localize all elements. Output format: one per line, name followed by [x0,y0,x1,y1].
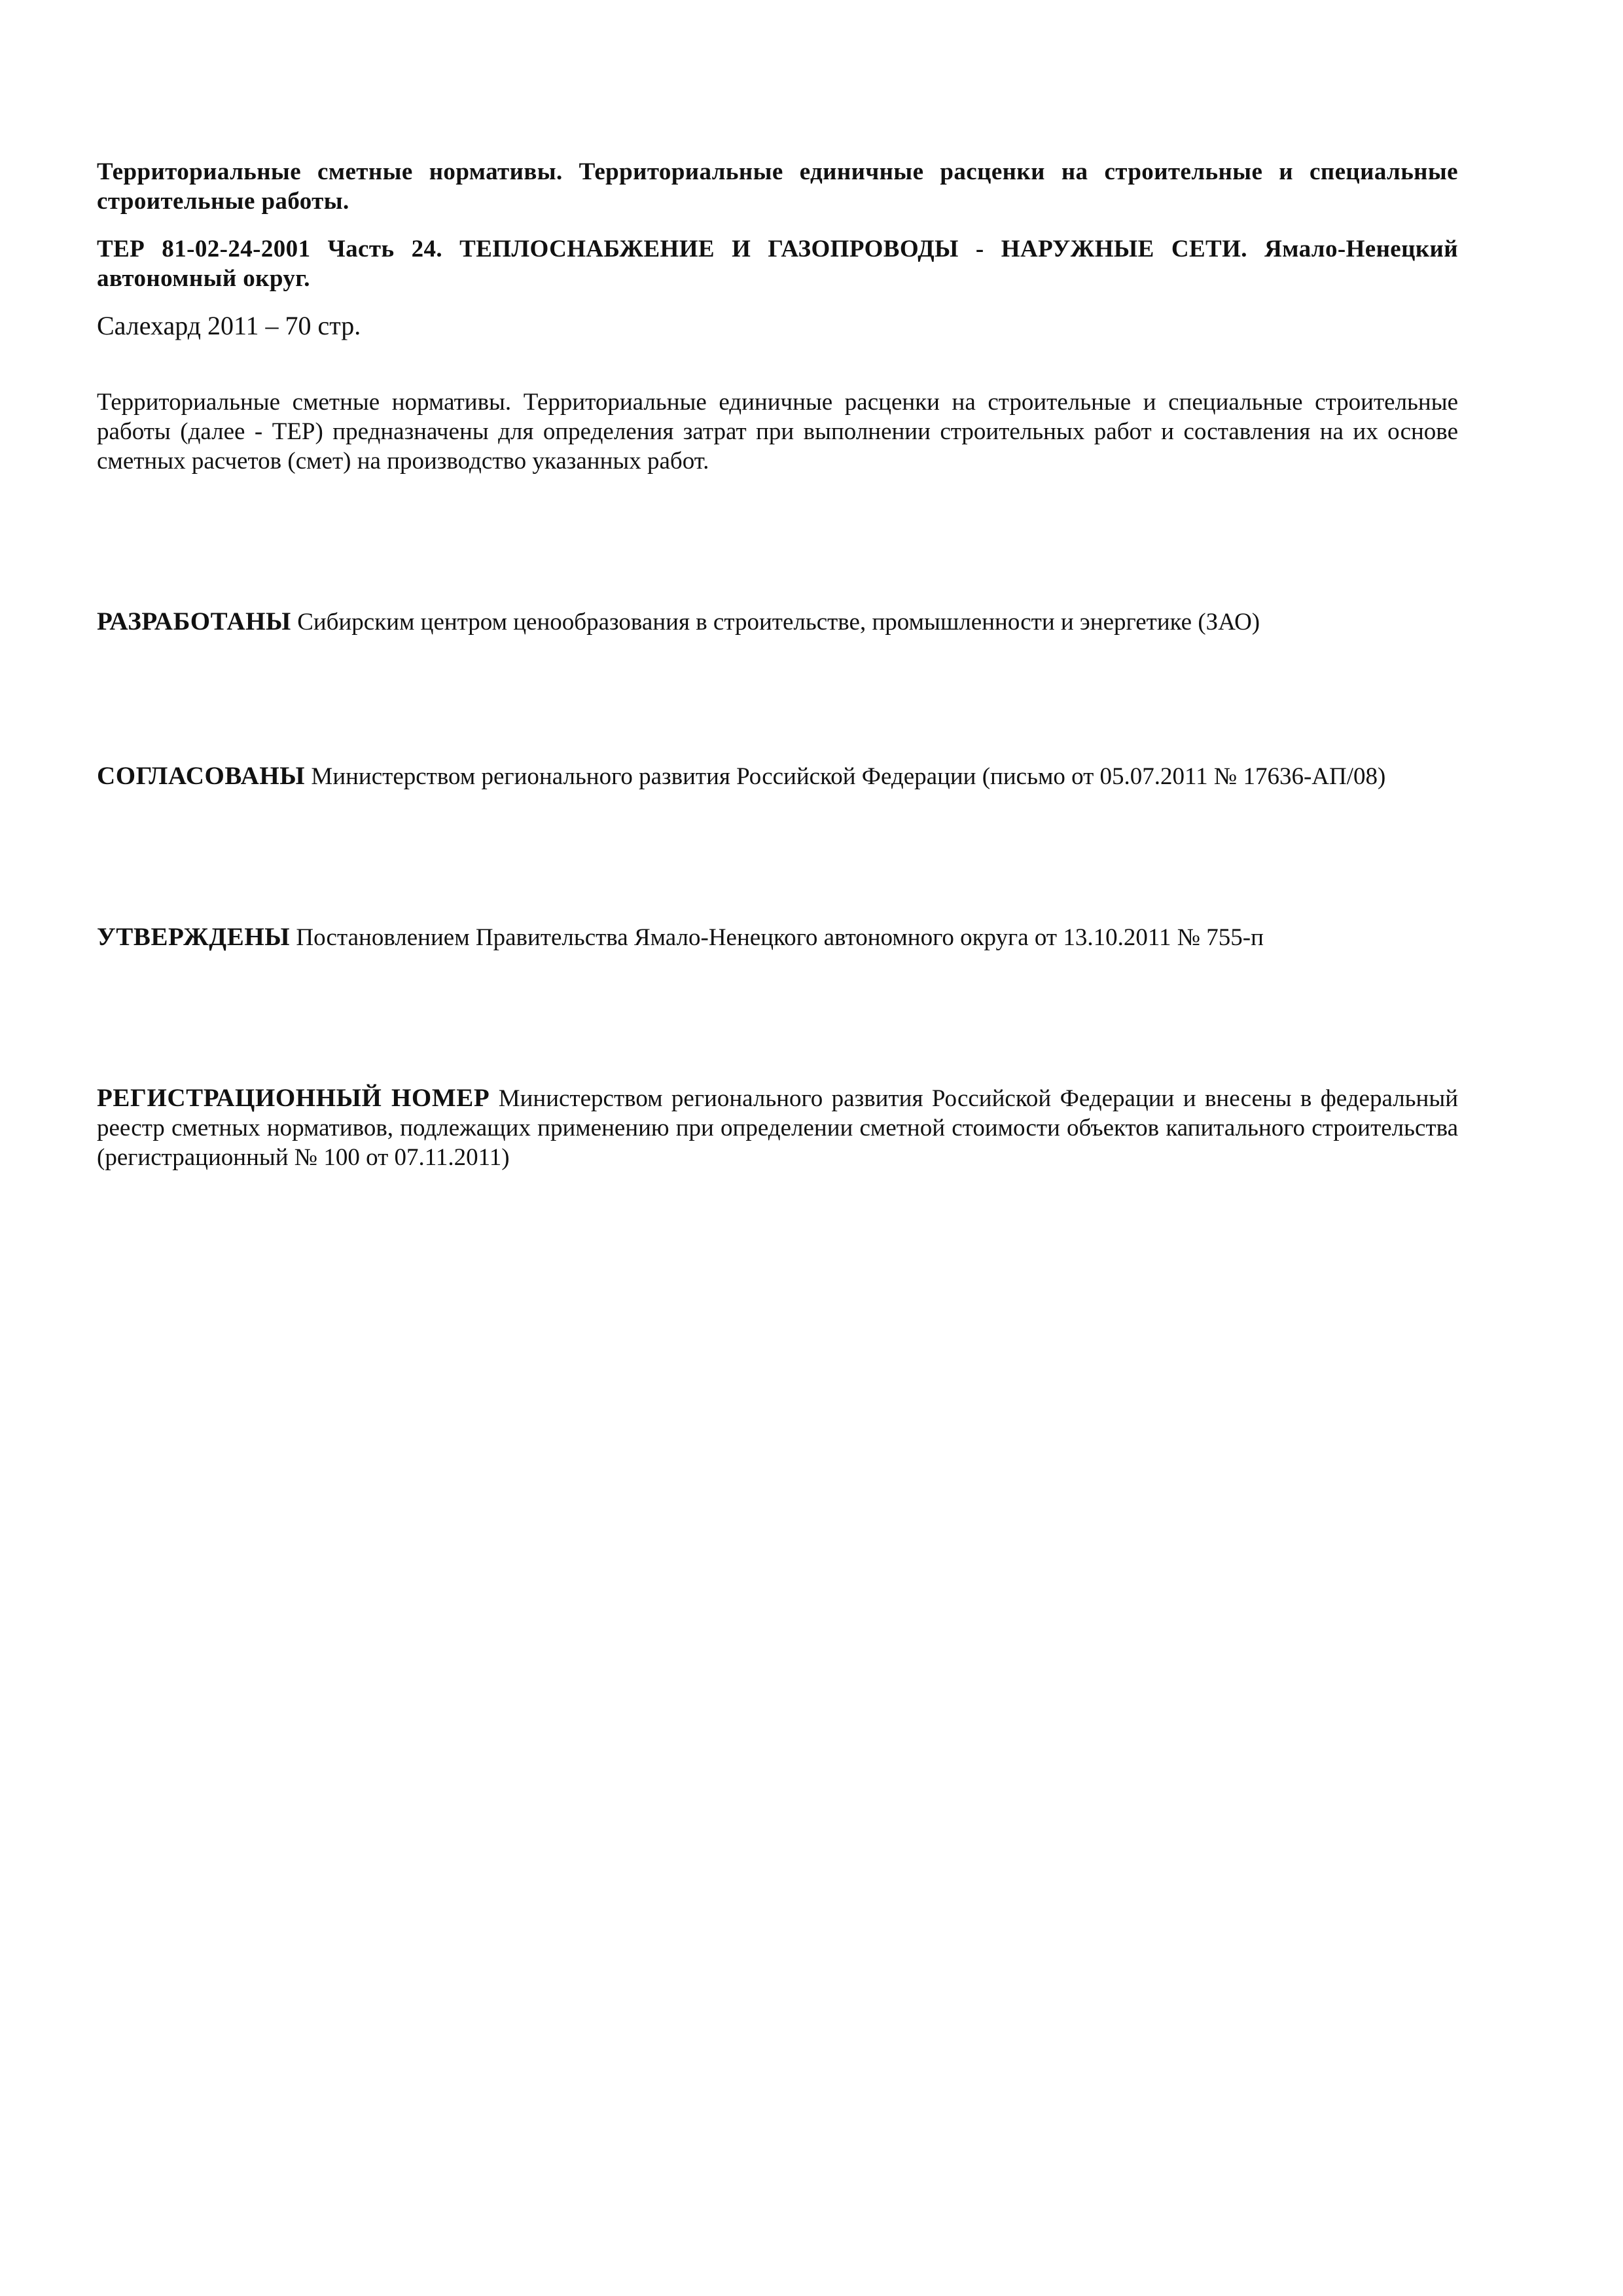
approved-by [97,922,1458,952]
document-description: Территориальные сметные нормативы. Территориальные единичные расценки на строительные и специальные строительные работы (далее - ТЕР) предназначены для определения затрат при выполнении строительных работ и составления на их основе сметных расчетов (смет) на производство указанных работ. [97,389,1458,475]
document-body [97,157,1458,1172]
agreed-text: Министерством регионального развития Российской Федерации (письмо от 05.07.2011 № 17636-АП/08) [311,763,1386,790]
registration-text: Министерством регионального развития Российской Федерации и внесены в федеральный реестр сметных нормативов, подлежащих применению при определении сметной стоимости объектов капитального строительства (регистрационный № 100 от 07.11.2011) [97,1085,1459,1171]
developed-by [97,607,1458,637]
document-title: Территориальные сметные нормативы. Территориальные единичные расценки на строительные и специальные строительные работы. [97,158,1458,215]
developed-label: РАЗРАБОТАНЫ [97,607,291,636]
registration-label: РЕГИСТРАЦИОННЫЙ НОМЕР [97,1084,490,1112]
approved-label: УТВЕРЖДЕНЫ [97,923,291,951]
approved-text: Постановлением Правительства Ямало-Ненецкого автономного округа от 13.10.2011 № 755-п [296,924,1264,951]
document-code: ТЕР 81-02-24-2001 Часть 24. ТЕПЛОСНАБЖЕНИЕ И ГАЗОПРОВОДЫ - НАРУЖНЫЕ СЕТИ. Ямало-Ненецкий автономный округ. [97,236,1458,292]
developed-text: Сибирским центром ценообразования в строительстве, промышленности и энергетике (ЗАО) [297,609,1260,636]
agreed-by [97,761,1458,791]
publication-city-pages: Салехард 2011 – 70 стр. [97,311,361,340]
agreed-label: СОГЛАСОВАНЫ [97,762,306,790]
registration-number [97,1083,1458,1172]
